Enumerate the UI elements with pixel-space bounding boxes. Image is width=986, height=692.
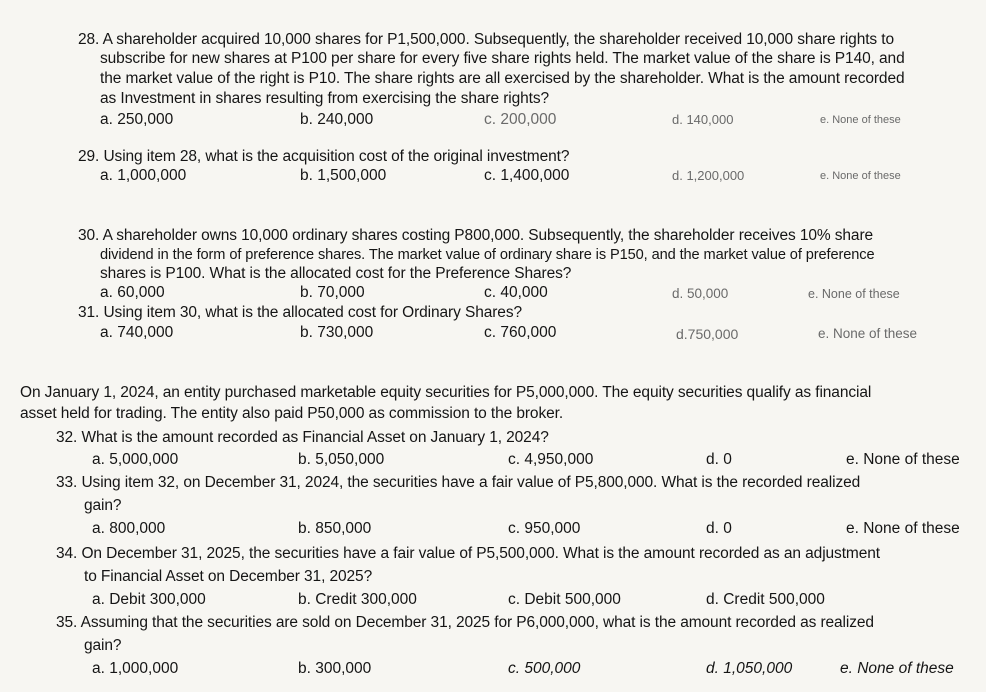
scenario-line-1: On January 1, 2024, an entity purchased marketable equity securities for P5,000,000. The equity securities qualify as financial	[20, 384, 872, 401]
q29-line-1: 29. Using item 28, what is the acquisition cost of the original investment?	[78, 148, 570, 165]
q32-option-c: c. 4,950,000	[508, 451, 594, 468]
q28-line-2: subscribe for new shares at P100 per share for every five share rights held. The market value of the share is P140, and	[100, 50, 905, 67]
q33-option-b: b. 850,000	[298, 520, 372, 537]
q31-option-a: a. 740,000	[100, 324, 174, 341]
q33-option-d: d. 0	[706, 520, 732, 537]
q29-option-b: b. 1,500,000	[300, 167, 387, 184]
q29-option-e: e. None of these	[820, 170, 901, 182]
q31-option-c: c. 760,000	[484, 324, 557, 341]
q28-option-c: c. 200,000	[484, 111, 557, 128]
q28-line-3: the market value of the right is P10. The share rights are all exercised by the shareholder. What is the amount recorded	[100, 70, 905, 87]
q28-option-b: b. 240,000	[300, 111, 374, 128]
q29-option-a: a. 1,000,000	[100, 167, 187, 184]
q35-line-2: gain?	[84, 637, 122, 654]
q32-option-d: d. 0	[706, 451, 732, 468]
q34-option-b: b. Credit 300,000	[298, 591, 417, 608]
q30-line-1: 30. A shareholder owns 10,000 ordinary shares costing P800,000. Subsequently, the shareholder receives 10% share	[78, 227, 874, 244]
q29-option-d: d. 1,200,000	[672, 168, 745, 183]
q35-option-a: a. 1,000,000	[92, 660, 179, 677]
q32-option-a: a. 5,000,000	[92, 451, 179, 468]
q32-line-1: 32. What is the amount recorded as Financial Asset on January 1, 2024?	[56, 429, 549, 446]
q31-line-1: 31. Using item 30, what is the allocated cost for Ordinary Shares?	[78, 304, 522, 321]
q30-option-e: e. None of these	[808, 287, 900, 301]
q28-option-e: e. None of these	[820, 114, 901, 126]
q31-option-d: d.750,000	[676, 326, 739, 342]
q29-option-c: c. 1,400,000	[484, 167, 570, 184]
q28-line-1: 28. A shareholder acquired 10,000 shares for P1,500,000. Subsequently, the shareholder received 10,000 share rights to	[78, 31, 894, 48]
q33-option-c: c. 950,000	[508, 520, 581, 537]
q30-option-b: b. 70,000	[300, 284, 365, 301]
q34-option-a: a. Debit 300,000	[92, 591, 206, 608]
q33-option-a: a. 800,000	[92, 520, 166, 537]
q30-line-2: dividend in the form of preference shares. The market value of ordinary share is P150, and the market value of preference	[100, 247, 875, 263]
q34-option-d: d. Credit 500,000	[706, 591, 825, 608]
q31-option-e: e. None of these	[818, 326, 918, 341]
q30-option-a: a. 60,000	[100, 284, 165, 301]
q33-line-2: gain?	[84, 497, 122, 514]
q34-line-2: to Financial Asset on December 31, 2025?	[84, 568, 373, 585]
q30-option-d: d. 50,000	[672, 286, 729, 301]
q35-option-d: d. 1,050,000	[706, 660, 793, 677]
q33-option-e: e. None of these	[846, 520, 960, 537]
q28-option-a: a. 250,000	[100, 111, 174, 128]
q33-line-1: 33. Using item 32, on December 31, 2024, the securities have a fair value of P5,800,000. What is the recorded realized	[56, 474, 861, 491]
q32-option-e: e. None of these	[846, 451, 960, 468]
q28-line-4: as Investment in shares resulting from exercising the share rights?	[100, 90, 550, 107]
q28-option-d: d. 140,000	[672, 112, 734, 127]
q30-line-3: shares is P100. What is the allocated cost for the Preference Shares?	[100, 265, 572, 282]
scenario-line-2: asset held for trading. The entity also paid P50,000 as commission to the broker.	[20, 405, 564, 422]
q32-option-b: b. 5,050,000	[298, 451, 385, 468]
q35-line-1: 35. Assuming that the securities are sold on December 31, 2025 for P6,000,000, what is the amount recorded as realized	[56, 614, 874, 631]
q31-option-b: b. 730,000	[300, 324, 374, 341]
q30-option-c: c. 40,000	[484, 284, 548, 301]
q35-option-b: b. 300,000	[298, 660, 372, 677]
q35-option-c: c. 500,000	[508, 660, 581, 677]
q34-option-c: c. Debit 500,000	[508, 591, 621, 608]
q35-option-e: e. None of these	[840, 660, 954, 677]
q34-line-1: 34. On December 31, 2025, the securities have a fair value of P5,500,000. What is the amount recorded as an adjustment	[56, 545, 880, 562]
